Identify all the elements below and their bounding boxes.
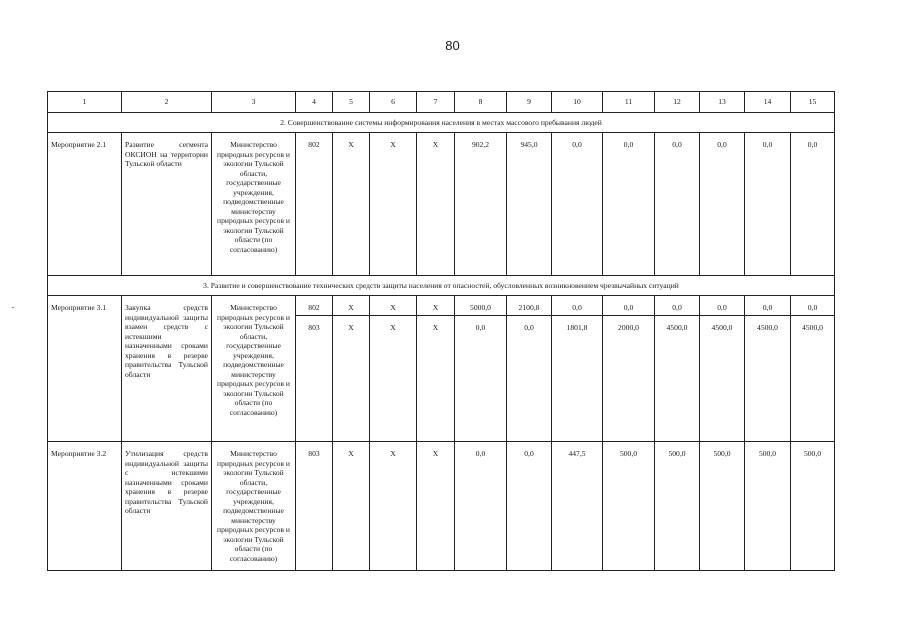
value-cell: 0,0 [655,133,700,276]
header-cell: 4 [296,92,333,113]
value-cell: 0,0 [745,296,791,316]
value-cell: X [370,442,417,571]
measure-code: Мероприятие 3.2 [48,442,122,571]
measure-name: Развитие сегмента ОКСИОН на территории Тульской области [122,133,212,276]
value-cell: X [333,296,370,316]
table-row [48,133,835,276]
header-cell: 9 [507,92,552,113]
value-cell: 4500,0 [745,316,791,442]
value-cell: 0,0 [700,133,745,276]
header-cell: 6 [370,92,417,113]
value-cell: X [370,133,417,276]
value-cell: 0,0 [745,133,791,276]
value-cell: 5000,0 [455,296,507,316]
header-cell: 8 [455,92,507,113]
value-cell: 902,2 [455,133,507,276]
value-cell: 500,0 [700,442,745,571]
measure-executor: Министерство природных ресурсов и экологии Тульской области, государственные учреждения, подведомственные министерству природных ресурсов и экологии Тульской области (по согласованию) [212,442,296,571]
value-cell: 0,0 [455,316,507,442]
value-cell: 803 [296,442,333,571]
table-row [48,442,835,571]
measure-code: Мероприятие 3.1 [48,296,122,442]
value-cell: X [417,316,455,442]
header-cell: 1 [48,92,122,113]
measure-name: Закупка средств индивидуальной защиты взамен средств с истекшими назначенными сроками хранения в резерве правительства Тульской области [122,296,212,442]
budget-table [47,91,835,571]
value-cell: 0,0 [791,296,835,316]
value-cell: X [417,133,455,276]
value-cell: X [370,316,417,442]
value-cell: 0,0 [507,442,552,571]
value-cell: X [333,316,370,442]
section-title: 3. Развитие и совершенствование технических средств защиты населения от опасностей, обусловленных возникновением чрезвычайных ситуаций [48,276,835,296]
scan-artifact [12,307,14,308]
measure-code: Мероприятие 2.1 [48,133,122,276]
page-number: 80 [445,38,460,53]
section-heading-row [48,113,835,133]
value-cell: X [333,133,370,276]
value-cell: 0,0 [700,296,745,316]
value-cell: 1801,8 [552,316,603,442]
value-cell: X [417,442,455,571]
value-cell: 4500,0 [791,316,835,442]
value-cell: 0,0 [552,133,603,276]
value-cell: 0,0 [791,133,835,276]
value-cell: 2100,8 [507,296,552,316]
measure-executor: Министерство природных ресурсов и экологии Тульской области, государственные учреждения, подведомственные министерству природных ресурсов и экологии Тульской области (по согласованию) [212,133,296,276]
value-cell: 802 [296,296,333,316]
value-cell: 2000,0 [603,316,655,442]
section-heading-row [48,276,835,296]
header-cell: 2 [122,92,212,113]
value-cell: 500,0 [745,442,791,571]
header-cell: 15 [791,92,835,113]
table-row [48,296,835,316]
header-cell: 5 [333,92,370,113]
value-cell: 4500,0 [655,316,700,442]
header-cell: 14 [745,92,791,113]
value-cell: X [417,296,455,316]
value-cell: 4500,0 [700,316,745,442]
header-cell: 12 [655,92,700,113]
measure-executor: Министерство природных ресурсов и экологии Тульской области, государственные учреждения, подведомственные министерству природных ресурсов и экологии Тульской области (по согласованию) [212,296,296,442]
section-title: 2. Совершенствование системы информирования населения в местах массового пребывания людей [48,113,835,133]
value-cell: 945,0 [507,133,552,276]
header-cell: 13 [700,92,745,113]
value-cell: 803 [296,316,333,442]
measure-name: Утилизация средств индивидуальной защиты с истекшими назначенными сроками хранения в резерве правительства Тульской области [122,442,212,571]
header-cell: 3 [212,92,296,113]
value-cell: 0,0 [603,133,655,276]
value-cell: 500,0 [655,442,700,571]
header-row [48,92,835,113]
header-cell: 11 [603,92,655,113]
value-cell: X [333,442,370,571]
value-cell: 802 [296,133,333,276]
header-cell: 7 [417,92,455,113]
value-cell: 0,0 [455,442,507,571]
value-cell: X [370,296,417,316]
value-cell: 447,5 [552,442,603,571]
value-cell: 0,0 [552,296,603,316]
value-cell: 0,0 [507,316,552,442]
header-cell: 10 [552,92,603,113]
value-cell: 0,0 [655,296,700,316]
value-cell: 500,0 [603,442,655,571]
value-cell: 500,0 [791,442,835,571]
value-cell: 0,0 [603,296,655,316]
